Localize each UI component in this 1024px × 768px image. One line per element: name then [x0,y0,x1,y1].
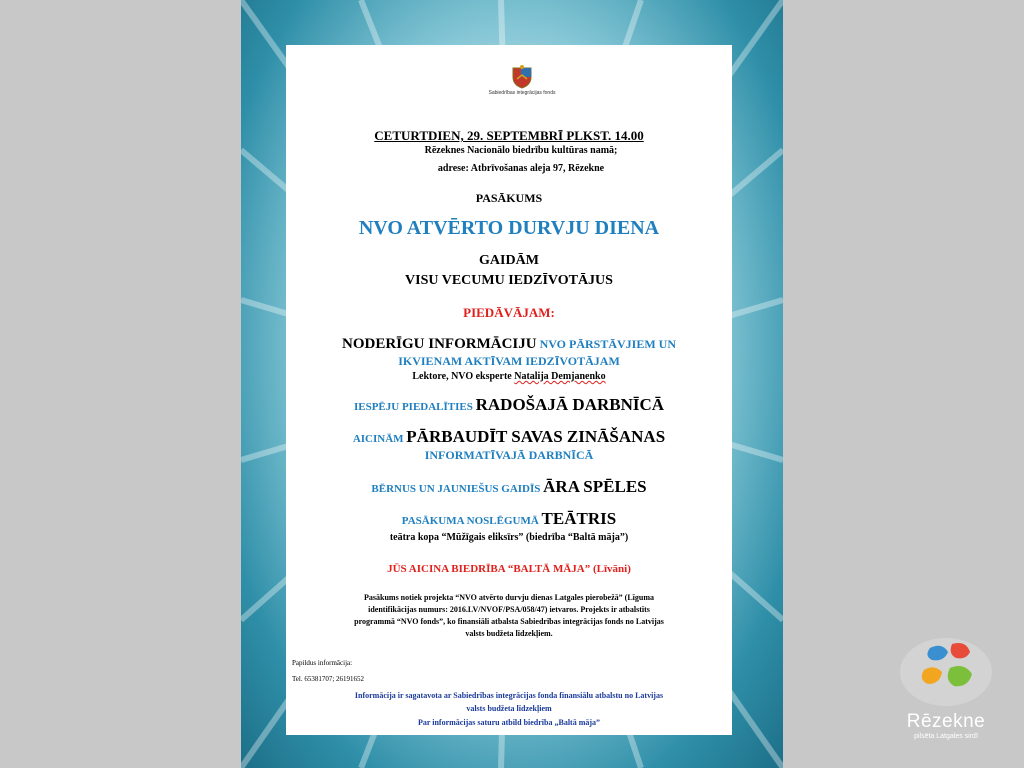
lecturer-line [286,371,732,382]
offer-games [286,477,732,497]
offer-heading: PIEDĀVĀJAM: [463,305,555,320]
project-line-1: Pasākums notiek projekta “NVO atvērto durvju dienas Latgales pierobežā” (Līguma [364,593,654,602]
offer-quiz-lead: AICINĀM [352,433,407,445]
event-poster [241,0,783,768]
logo-tagline: pilsēta Latgales sirdī [914,733,978,740]
event-title: NVO ATVĒRTO DURVJU DIENA [358,217,660,239]
offer-information [286,335,732,353]
project-line-4: valsts budžeta līdzekļiem. [465,629,553,638]
lecturer-prefix: Lektore, NVO eksperte [412,371,515,382]
coat-of-arms-icon [511,65,533,89]
offer-theatre-lead: PASĀKUMA NOSLĒGUMĀ [401,515,542,527]
footer-line-1: Informācija ir sagatavota ar Sabiedrības integrācijas fonda finansiālu atbalstu no Latvijas [354,691,664,700]
offer-games-lead: BĒRNUS UN JAUNIEŠUS GAIDĪS [371,483,544,495]
date-line: CETURTDIEN, 29. SEPTEMBRĪ PLKST. 14.00 [374,128,644,143]
more-info-label: Papildus informācija: [292,659,353,667]
sponsor-caption: Sabiedrības integrācijas fonds [488,90,556,96]
offer-theatre [286,509,732,529]
project-line-3: programmā “NVO fonds”, ko finansiāli atbalsta Sabiedrības integrācijas fonds no Latvijas [354,617,664,626]
address-line: adrese: Atbrīvošanas aleja 97, Rēzekne [437,163,605,174]
offer-games-main: ĀRA SPĒLES [543,477,647,496]
offer-workshop-main: RADOŠAJĀ DARBNĪCĀ [475,395,665,414]
rezekne-logo [886,630,1006,760]
event-label: PASĀKUMS [475,191,543,205]
offer-quiz-main: PĀRBAUDĪT SAVAS ZINĀŠANAS [406,427,666,446]
offer-information-target: NVO PĀRSTĀVJIEM UN [536,337,677,351]
poster-sheet [286,45,732,735]
footer-line-2: valsts budžeta līdzekļiem [466,704,552,713]
phone-line: Tel. 65381707; 26191652 [292,675,365,683]
sponsor-crest [482,65,562,105]
lecturer-name: Natalija Demjanenko [514,371,606,382]
offer-workshop-lead: IESPĒJU PIEDALĪTIES [353,401,476,413]
offer-workshop [286,395,732,415]
theatre-line: teātra kopa “Mūžīgais eliksīrs” (biedrība “Baltā māja”) [389,532,629,543]
offer-quiz [286,427,732,447]
host-line: JŪS AICINA BIEDRĪBA “BALTĀ MĀJA” (Līvāni) [387,563,631,575]
footer-line-3: Par informācijas saturu atbild biedrība „Baltā māja” [417,718,601,727]
venue-line: Rēzeknes Nacionālo biedrību kultūras namā; [424,145,618,156]
project-line-2: identifikācijas numurs: 2016.LV/NVOF/PSA/058/47) ietvaros. Projekts ir atbalstīts [368,605,650,614]
rezekne-logo-icon [896,630,996,710]
invite-line-2: VISU VECUMU IEDZĪVOTĀJUS [405,273,613,288]
offer-information-target-2: IKVIENAM AKTĪVAM IEDZĪVOTĀJAM [398,354,620,368]
invite-line-1: GAIDĀM [479,253,539,268]
offer-information-main: NODERĪGU INFORMĀCIJU [341,336,537,352]
offer-theatre-main: TEĀTRIS [541,509,617,528]
offer-quiz-sub: INFORMATĪVAJĀ DARBNĪCĀ [424,448,594,462]
logo-name: Rēzekne [906,711,986,732]
